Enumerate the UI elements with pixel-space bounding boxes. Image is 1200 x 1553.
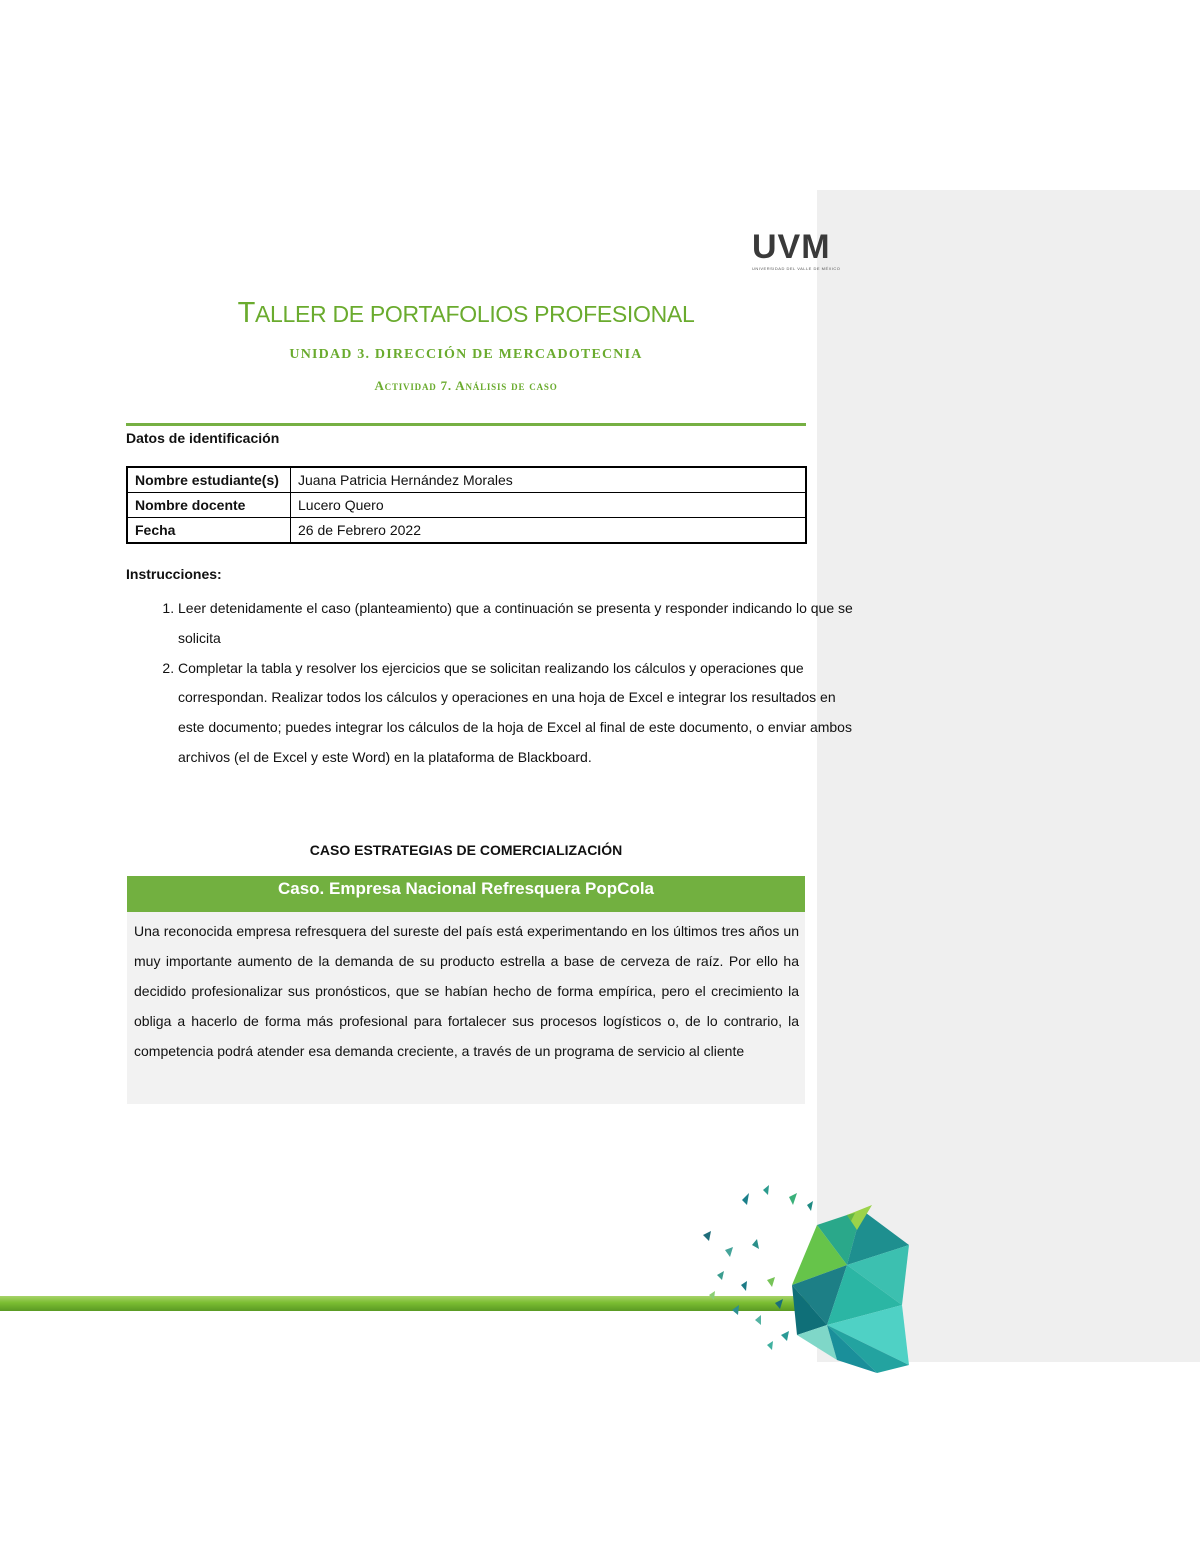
list-item: 2. Completar la tabla y resolver los ejercicios que se solicitan realizando los cálculos y operaciones que correspondan. Realizar todos los cálculos y operaciones en una hoja de Excel e integrar los resultados en este documento; puedes integrar los cálculos de la hoja de Excel al final de este documento, o enviar ambos archivos (el de Excel y este Word) en la plataforma de Blackboard. xyxy=(178,654,860,773)
unit-subtitle: UNIDAD 3. DIRECCIÓN DE MERCADOTECNIA xyxy=(289,347,643,362)
row-label: Nombre docente xyxy=(127,493,291,518)
uvm-logo xyxy=(752,230,847,275)
footer-green-bar xyxy=(0,1296,810,1311)
case-section-title: CASO ESTRATEGIAS DE COMERCIALIZACIÓN xyxy=(309,842,623,858)
title-rest: ALLER DE PORTAFOLIOS PROFESIONAL xyxy=(254,301,695,327)
case-box xyxy=(127,876,805,1104)
activity-subtitle: Actividad 7. Análisis de caso xyxy=(374,378,558,393)
logo-text: UVM xyxy=(752,228,831,266)
row-label: Fecha xyxy=(127,518,291,544)
identification-table xyxy=(126,466,807,544)
row-value: 26 de Febrero 2022 xyxy=(291,518,807,544)
identification-heading: Datos de identificación xyxy=(126,430,280,446)
title-initial: T xyxy=(237,297,255,329)
table-row xyxy=(127,518,806,544)
header-divider xyxy=(126,423,806,426)
instructions-list xyxy=(126,594,860,773)
instructions-heading: Instrucciones: xyxy=(126,566,222,582)
document-title xyxy=(126,297,806,330)
polygon-decoration-icon xyxy=(697,1185,912,1375)
row-value: Lucero Quero xyxy=(291,493,807,518)
logo-tagline: UNIVERSIDAD DEL VALLE DE MÉXICO xyxy=(752,266,841,271)
list-item: 1. Leer detenidamente el caso (planteamiento) que a continuación se presenta y responder indicando lo que se solicita xyxy=(178,594,860,654)
case-body: Una reconocida empresa refresquera del sureste del país está experimentando en los últimos tres años un muy importante aumento de la demanda de su producto estrella a base de cerveza de raíz. Por ello ha decidido profesionalizar sus pronósticos, que se habían hecho de forma empírica, pero el crecimiento la obliga a hacerlo de forma más profesional para fortalecer sus procesos logísticos o, de lo contrario, la competencia podrá atender esa demanda creciente, a través de un programa de servicio al cliente xyxy=(134,923,799,1059)
table-row xyxy=(127,493,806,518)
table-row xyxy=(127,467,806,493)
row-value: Juana Patricia Hernández Morales xyxy=(291,467,807,493)
case-header: Caso. Empresa Nacional Refresquera PopCola xyxy=(127,876,805,912)
row-label: Nombre estudiante(s) xyxy=(127,467,291,493)
